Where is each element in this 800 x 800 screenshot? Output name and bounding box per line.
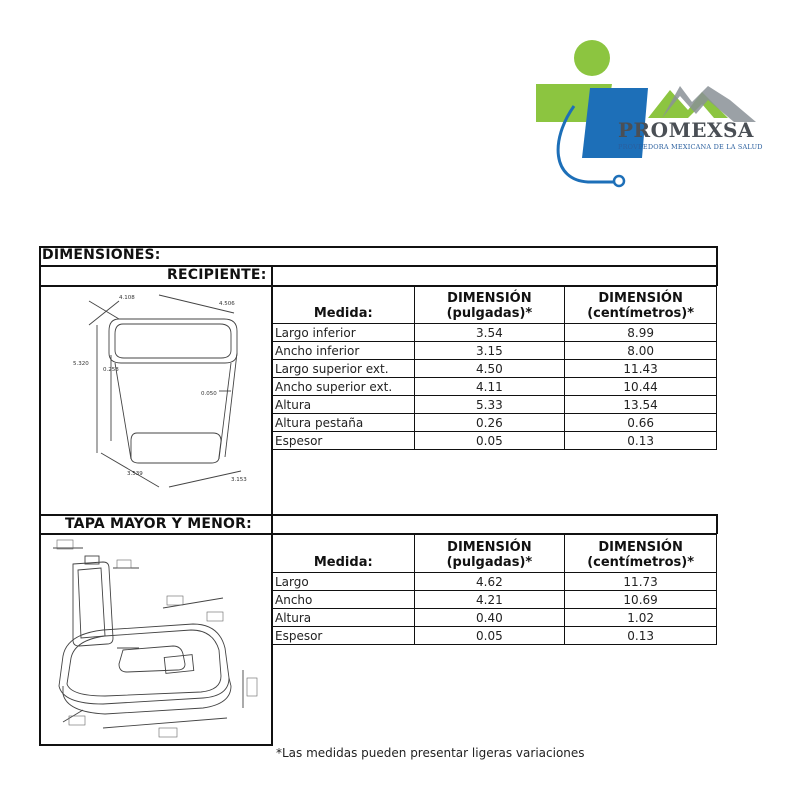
dim-label: 0.050 bbox=[201, 391, 217, 397]
dim-label: 3.153 bbox=[231, 477, 247, 483]
container-technical-drawing bbox=[69, 291, 269, 501]
brand-logo bbox=[530, 30, 770, 200]
pulgadas-cell: 4.11 bbox=[414, 378, 565, 396]
medida-cell: Largo bbox=[273, 573, 415, 591]
pulgadas-cell: 0.40 bbox=[414, 609, 565, 627]
header-pulgadas: DIMENSIÓN (pulgadas)* bbox=[414, 286, 565, 324]
table-header-row bbox=[273, 535, 717, 573]
centimetros-cell: 0.13 bbox=[565, 432, 717, 450]
dim-label: 4.108 bbox=[119, 295, 135, 301]
pulgadas-cell: 0.05 bbox=[414, 432, 565, 450]
pulgadas-cell: 4.21 bbox=[414, 591, 565, 609]
table-row bbox=[273, 609, 717, 627]
dim-label: 3.539 bbox=[127, 471, 143, 477]
centimetros-cell: 11.73 bbox=[565, 573, 717, 591]
medida-cell: Largo inferior bbox=[273, 324, 415, 342]
recipiente-title: RECIPIENTE: bbox=[167, 267, 267, 283]
logo-mark-icon bbox=[530, 30, 770, 200]
pulgadas-cell: 3.54 bbox=[414, 324, 565, 342]
pulgadas-cell: 4.50 bbox=[414, 360, 565, 378]
centimetros-cell: 0.66 bbox=[565, 414, 717, 432]
header-pulgadas: DIMENSIÓN (pulgadas)* bbox=[414, 535, 565, 573]
centimetros-cell: 11.43 bbox=[565, 360, 717, 378]
medida-cell: Ancho bbox=[273, 591, 415, 609]
table-row bbox=[273, 414, 717, 432]
medida-cell: Altura pestaña bbox=[273, 414, 415, 432]
dim-label: 4.506 bbox=[219, 301, 235, 307]
centimetros-cell: 10.69 bbox=[565, 591, 717, 609]
medida-cell: Espesor bbox=[273, 627, 415, 645]
centimetros-cell: 8.99 bbox=[565, 324, 717, 342]
table-row bbox=[273, 378, 717, 396]
section-title: DIMENSIONES: bbox=[42, 247, 161, 263]
medida-cell: Espesor bbox=[273, 432, 415, 450]
centimetros-cell: 8.00 bbox=[565, 342, 717, 360]
table-row bbox=[273, 342, 717, 360]
medida-cell: Ancho inferior bbox=[273, 342, 415, 360]
tapa-title: TAPA MAYOR Y MENOR: bbox=[65, 516, 252, 532]
table-row bbox=[273, 573, 717, 591]
centimetros-cell: 13.54 bbox=[565, 396, 717, 414]
centimetros-cell: 1.02 bbox=[565, 609, 717, 627]
table-row bbox=[273, 591, 717, 609]
pulgadas-cell: 0.26 bbox=[414, 414, 565, 432]
medida-cell: Altura bbox=[273, 396, 415, 414]
pulgadas-cell: 4.62 bbox=[414, 573, 565, 591]
table-header-row bbox=[273, 286, 717, 324]
dim-label: 5.320 bbox=[73, 361, 89, 367]
table-row bbox=[273, 432, 717, 450]
centimetros-cell: 0.13 bbox=[565, 627, 717, 645]
dim-label: 0.258 bbox=[103, 367, 119, 373]
pulgadas-cell: 0.05 bbox=[414, 627, 565, 645]
table-row bbox=[273, 396, 717, 414]
header-centimetros: DIMENSIÓN (centímetros)* bbox=[565, 286, 717, 324]
footnote: *Las medidas pueden presentar ligeras variaciones bbox=[276, 746, 585, 760]
medida-cell: Largo superior ext. bbox=[273, 360, 415, 378]
centimetros-cell: 10.44 bbox=[565, 378, 717, 396]
pulgadas-cell: 5.33 bbox=[414, 396, 565, 414]
brand-tagline: PROVEEDORA MEXICANA DE LA SALUD bbox=[618, 143, 763, 151]
recipiente-table bbox=[272, 285, 717, 450]
medida-cell: Ancho superior ext. bbox=[273, 378, 415, 396]
tapa-table bbox=[272, 534, 717, 645]
header-centimetros: DIMENSIÓN (centímetros)* bbox=[565, 535, 717, 573]
header-medida: Medida: bbox=[273, 286, 415, 324]
brand-name: PROMEXSA bbox=[618, 118, 754, 142]
table-row bbox=[273, 627, 717, 645]
pulgadas-cell: 3.15 bbox=[414, 342, 565, 360]
lid-technical-drawing bbox=[43, 538, 269, 742]
table-row bbox=[273, 324, 717, 342]
table-row bbox=[273, 360, 717, 378]
medida-cell: Altura bbox=[273, 609, 415, 627]
header-medida: Medida: bbox=[273, 535, 415, 573]
